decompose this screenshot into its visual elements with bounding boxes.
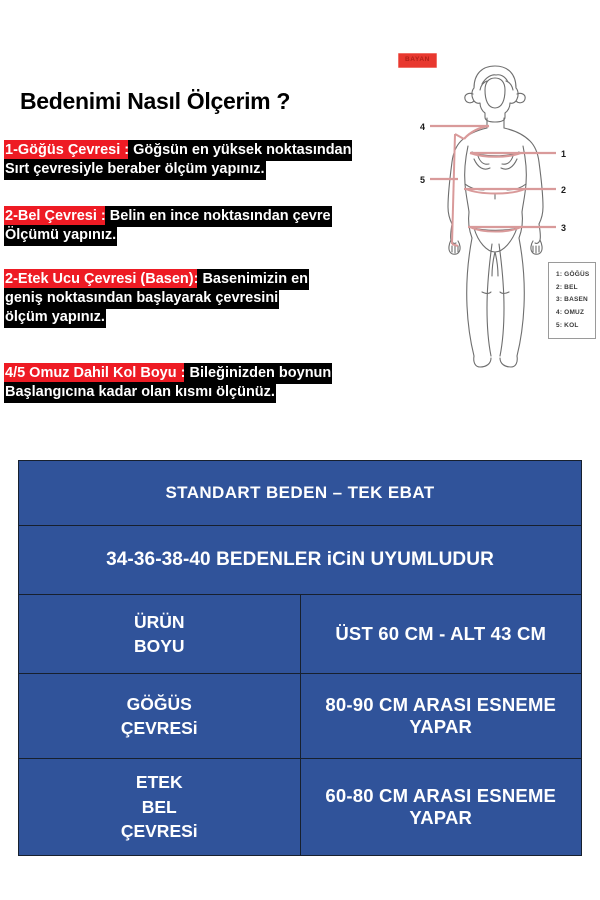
label-line: ÇEVRESi bbox=[120, 718, 198, 738]
legend-item-basen: 3: BASEN bbox=[556, 296, 588, 304]
instruction-text: Basenimizin en bbox=[198, 271, 309, 287]
instruction-line bbox=[5, 270, 405, 289]
instruction-label: 4/5 Omuz Dahil Kol Boyu : bbox=[5, 365, 186, 381]
instruction-line bbox=[5, 141, 405, 160]
table-header-cell: STANDART BEDEN – TEK EBAT bbox=[19, 461, 582, 526]
body-measurement-diagram bbox=[392, 44, 600, 384]
instruction-block-omuz-dahil-kol-boyu bbox=[5, 364, 405, 402]
instruction-line bbox=[5, 289, 405, 308]
instruction-label: 2-Etek Ucu Çevresi (Basen): bbox=[5, 271, 199, 287]
table-value-etek-bel-cevresi: 60-80 CM ARASI ESNEME YAPAR bbox=[300, 759, 582, 856]
instruction-text: Başlangıcına kadar olan kısmı ölçünüz. bbox=[5, 384, 275, 401]
diagram-legend bbox=[548, 262, 596, 339]
instruction-text: Göğsün en yüksek noktasından bbox=[129, 142, 352, 158]
instruction-label: 1-Göğüs Çevresi : bbox=[5, 142, 130, 158]
legend-item-kol: 5: KOL bbox=[556, 321, 579, 329]
callout-number-5: 5 bbox=[420, 175, 426, 185]
label-line: BEL bbox=[141, 796, 177, 817]
legend-item-gogus: 1: GÖĞÜS bbox=[556, 271, 590, 278]
instruction-line bbox=[5, 160, 405, 179]
size-table bbox=[18, 460, 582, 856]
callout-number-2: 2 bbox=[561, 185, 567, 195]
instruction-line bbox=[5, 383, 405, 402]
instruction-label: 2-Bel Çevresi : bbox=[5, 208, 106, 224]
page-title: Bedenimi Nasıl Ölçerim ? bbox=[20, 88, 291, 114]
table-label-urun-boyu bbox=[19, 595, 301, 674]
table-row-header bbox=[19, 461, 582, 526]
instruction-text: Sırt çevresiyle beraber ölçüm yapınız. bbox=[5, 161, 265, 178]
callout-number-4: 4 bbox=[420, 122, 426, 132]
instruction-line bbox=[5, 207, 405, 226]
instruction-text: Bileğinizden boynun bbox=[185, 365, 332, 381]
label-line: BOYU bbox=[133, 636, 185, 656]
table-value-urun-boyu: ÜST 60 CM - ALT 43 CM bbox=[300, 595, 582, 674]
instruction-block-etek-ucu-cevresi bbox=[5, 270, 405, 327]
instruction-text: Belin en ince noktasından çevre bbox=[105, 208, 331, 224]
label-line: GÖĞÜS bbox=[126, 693, 192, 714]
table-value-gogus-cevresi: 80-90 CM ARASI ESNEME YAPAR bbox=[300, 674, 582, 759]
legend-item-omuz: 4: OMUZ bbox=[556, 309, 585, 317]
instruction-line bbox=[5, 308, 405, 327]
measurement-guide-section bbox=[0, 0, 600, 440]
table-compatibility-cell: 34-36-38-40 BEDENLER iCiN UYUMLUDUR bbox=[19, 526, 582, 595]
table-label-gogus-cevresi bbox=[19, 674, 301, 759]
table-row bbox=[19, 759, 582, 856]
table-label-etek-bel-cevresi bbox=[19, 759, 301, 856]
table-row bbox=[19, 674, 582, 759]
callout-number-1: 1 bbox=[561, 149, 567, 159]
table-row-compatibility bbox=[19, 526, 582, 595]
instruction-block-bel-cevresi bbox=[5, 207, 405, 245]
label-line: ETEK bbox=[135, 772, 183, 793]
callout-number-3: 3 bbox=[561, 223, 567, 233]
instruction-text: geniş noktasından başlayarak çevresini bbox=[5, 290, 279, 307]
bayan-badge: BAYAN bbox=[398, 53, 437, 68]
instruction-line bbox=[5, 226, 405, 245]
instruction-line bbox=[5, 364, 405, 383]
instruction-text: ölçüm yapınız. bbox=[5, 309, 105, 326]
label-line: ÇEVRESi bbox=[120, 821, 198, 842]
table-row bbox=[19, 595, 582, 674]
instruction-block-gogus-cevresi bbox=[5, 141, 405, 179]
legend-item-bel: 2: BEL bbox=[556, 283, 578, 291]
instruction-text: Ölçümü yapınız. bbox=[5, 227, 117, 244]
label-line: ÜRÜN bbox=[133, 611, 185, 632]
